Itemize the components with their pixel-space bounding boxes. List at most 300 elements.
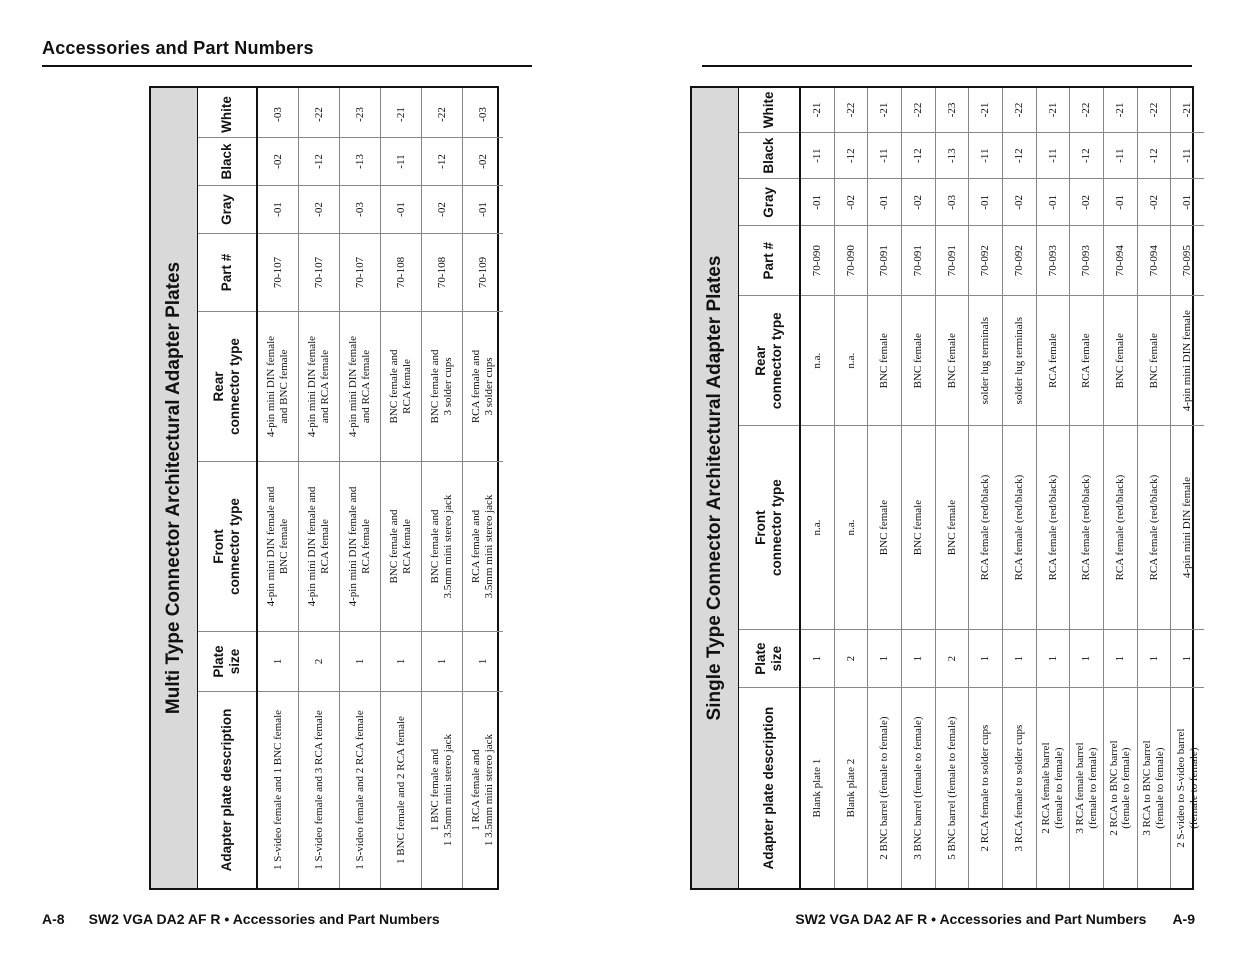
footer-right [795,911,1195,927]
cell-text: 70-108 [394,256,407,289]
column-header-front [739,426,799,630]
cell-black [258,138,298,186]
cell-front [868,426,901,630]
cell-text: 1 [394,658,407,665]
cell-part [835,226,868,296]
cell-text: 1 [1147,655,1160,662]
cell-size [969,630,1002,688]
cell-text: 4-pin mini DIN female [1181,477,1194,579]
cell-black [299,138,339,186]
cell-rear [381,312,421,462]
cell-text: 70-093 [1080,245,1093,277]
cell-front [969,426,1002,630]
cell-white [1171,88,1204,133]
cell-rear [835,296,868,426]
cell-text: RCA female (red/black) [1113,474,1126,581]
cell-part [422,234,462,312]
cell-text: -01 [1181,195,1194,210]
cell-text: 2 RCA to BNC barrel (female to female) [1107,740,1133,836]
cell-text: -01 [1113,195,1126,210]
cell-text: -12 [911,148,924,163]
cell-black [340,138,380,186]
cell-text: -02 [1147,195,1160,210]
cell-text: -03 [353,202,366,217]
cell-white [1037,88,1070,133]
cell-text: RCA female and 3 solder cups [470,349,495,424]
cell-front [1037,426,1070,630]
table-row [1138,88,1172,888]
cell-gray [1070,180,1103,227]
cell-white [969,88,1002,133]
cell-text: -11 [1181,148,1194,163]
cell-part [1171,226,1204,296]
cell-text: 70-107 [312,256,325,289]
cell-rear [463,312,503,462]
cell-text: 1 [1012,655,1025,662]
cell-white [340,92,380,138]
column-header-label: Adapter plate description [761,706,777,870]
cell-text: 1 [271,658,284,665]
cell-text: 1 S-video female and 3 RCA female [312,710,325,870]
single-type-table-content [692,88,1200,888]
cell-text: 1 BNC female and 1 3.5mm mini stereo jack [429,733,454,847]
footer-left [42,911,440,927]
cell-text: 4-pin mini DIN female and BNC female [265,335,290,438]
cell-part [258,234,298,312]
cell-text: BNC female [911,333,924,389]
cell-text: 1 [811,655,823,662]
table-row [1104,88,1138,888]
cell-black [422,138,462,186]
column-header-white [739,88,799,133]
cell-front [340,462,380,632]
footer-right-text: SW2 VGA DA2 AF R • Accessories and Part Numbers [795,911,1147,927]
cell-text: -02 [1012,195,1025,210]
cell-size [1003,630,1036,688]
cell-text: 1 [435,658,448,665]
cell-black [1003,133,1036,180]
cell-rear [1003,296,1036,426]
cell-desc [422,692,462,888]
cell-size [381,632,421,692]
column-header-part [739,226,799,296]
cell-rear [902,296,935,426]
column-header-label: Black [761,137,777,174]
cell-text: -11 [1113,148,1126,163]
cell-size [902,630,935,688]
cell-text: 1 [1181,655,1194,662]
cell-text: 3 RCA female to solder cups [1012,724,1025,852]
cell-text: -02 [476,154,489,169]
table-title: Multi Type Connector Architectural Adapter Plates [151,88,198,888]
cell-gray [1171,180,1204,227]
cell-text: BNC female and 3 solder cups [429,349,454,424]
page-title: Accessories and Part Numbers [42,38,314,58]
cell-text: n.a. [844,352,857,369]
cell-text: BNC female [945,333,958,389]
column-header-label: Plate size [211,645,242,678]
cell-rear [1037,296,1070,426]
cell-size [463,632,503,692]
cell-text: -01 [811,195,823,210]
cell-text: 1 [878,655,891,662]
cell-gray [835,180,868,227]
cell-text: -11 [1046,148,1059,163]
table-row [1070,88,1104,888]
cell-text: 1 [1046,655,1059,662]
cell-part [1138,226,1171,296]
cell-text: BNC female and 3.5mm mini stereo jack [429,494,454,599]
cell-text: 2 S-video to S-video barrel (female to female) [1174,728,1200,848]
cell-rear [1171,296,1204,426]
cell-rear [299,312,339,462]
cell-part [801,226,834,296]
cell-desc [258,692,298,888]
cell-text: -12 [844,148,857,163]
cell-part [902,226,935,296]
cell-black [969,133,1002,180]
cell-desc [1104,688,1137,888]
cell-size [1138,630,1171,688]
cell-text: -13 [945,148,958,163]
cell-front [258,462,298,632]
cell-text: 4-pin mini DIN female and RCA female [347,335,372,438]
cell-white [1104,88,1137,133]
cell-rear [1104,296,1137,426]
cell-text: 70-094 [1147,245,1160,277]
cell-part [381,234,421,312]
column-header-label: Front connector type [211,498,242,595]
cell-front [1003,426,1036,630]
cell-size [835,630,868,688]
cell-gray [868,180,901,227]
cell-part [463,234,503,312]
table-row [1003,88,1037,888]
table-header-row [198,88,258,888]
cell-black [381,138,421,186]
cell-rear [868,296,901,426]
cell-text: -01 [271,202,284,217]
cell-text: -03 [945,195,958,210]
table-row [801,88,835,888]
cell-text: 70-092 [1012,245,1025,277]
cell-desc [299,692,339,888]
cell-size [258,632,298,692]
cell-text: BNC female [878,499,891,556]
cell-text: -23 [353,107,366,122]
cell-text: -01 [476,202,489,217]
cell-text: 70-107 [353,256,366,289]
cell-text: 1 BNC female and 2 RCA female [394,716,407,864]
column-header-gray [198,186,256,234]
column-header-label: Front connector type [753,479,784,576]
column-header-white [198,92,256,138]
cell-text: RCA female (red/black) [1046,474,1059,581]
column-header-label: Plate size [753,642,784,675]
cell-text: -11 [878,148,891,163]
cell-text: BNC female [1113,333,1126,389]
cell-white [1138,88,1171,133]
footer-left-text: SW2 VGA DA2 AF R • Accessories and Part Numbers [88,911,440,927]
cell-text: -21 [878,102,891,118]
column-header-desc [739,688,799,888]
cell-front [463,462,503,632]
cell-white [835,88,868,133]
cell-text: -22 [1012,102,1025,118]
cell-desc [381,692,421,888]
cell-text: 4-pin mini DIN female and RCA female [306,335,331,438]
table-row [1037,88,1071,888]
cell-gray [1003,180,1036,227]
cell-part [1037,226,1070,296]
table-row [422,88,463,888]
cell-text: 1 S-video female and 2 RCA female [353,710,366,870]
cell-text: 1 [353,658,366,665]
cell-gray [1037,180,1070,227]
column-header-label: Adapter plate description [219,708,235,872]
cell-size [340,632,380,692]
cell-white [1070,88,1103,133]
column-header-label: Part # [219,253,235,292]
cell-size [1037,630,1070,688]
cell-rear [801,296,834,426]
cell-text: 3 BNC barrel (female to female) [911,716,924,860]
cell-white [463,92,503,138]
cell-text: -22 [911,102,924,118]
cell-text: -13 [353,154,366,169]
cell-text: 2 BNC barrel (female to female) [878,716,891,860]
cell-part [1104,226,1137,296]
column-header-rear [739,296,799,426]
cell-desc [936,688,969,888]
table-row [463,88,503,888]
cell-white [801,88,834,133]
cell-front [801,426,834,630]
cell-desc [1003,688,1036,888]
cell-desc [835,688,868,888]
multi-type-table-content [151,88,497,888]
cell-text: 5 BNC barrel (female to female) [945,716,958,860]
cell-size [801,630,834,688]
column-header-black [739,133,799,180]
cell-text: -01 [878,195,891,210]
cell-text: 70-093 [1046,245,1059,277]
cell-desc [868,688,901,888]
cell-text: -02 [911,195,924,210]
cell-part [969,226,1002,296]
cell-gray [902,180,935,227]
cell-text: -01 [394,202,407,217]
cell-black [801,133,834,180]
cell-size [868,630,901,688]
page-number-left: A-8 [42,911,65,927]
cell-white [299,92,339,138]
cell-text: BNC female [911,499,924,556]
cell-text: 70-091 [945,245,958,277]
cell-front [936,426,969,630]
cell-text: 4-pin mini DIN female [1181,310,1194,412]
cell-gray [381,186,421,234]
table-row [936,88,970,888]
cell-desc [1171,688,1204,888]
column-header-label: Rear connector type [211,338,242,435]
cell-text: -11 [979,148,992,163]
cell-text: -21 [1046,102,1059,118]
cell-text: BNC female and RCA female [388,509,413,584]
cell-text: n.a. [844,519,857,536]
cell-size [1171,630,1204,688]
cell-text: 2 RCA female to solder cups [979,724,992,852]
cell-gray [463,186,503,234]
cell-front [299,462,339,632]
cell-white [258,92,298,138]
cell-text: -21 [1113,102,1126,118]
cell-text: 1 [979,655,992,662]
cell-black [1104,133,1137,180]
cell-text: RCA female (red/black) [1012,474,1025,581]
column-header-desc [198,692,256,888]
column-header-black [198,138,256,186]
cell-front [422,462,462,632]
cell-text: -21 [811,102,823,118]
cell-desc [340,692,380,888]
cell-text: 70-107 [271,256,284,289]
cell-text: 70-091 [911,245,924,277]
cell-text: -02 [271,154,284,169]
cell-text: 1 [476,658,489,665]
cell-text: -22 [1080,102,1093,118]
column-header-label: Part # [761,241,777,280]
cell-text: -11 [811,148,823,163]
cell-gray [936,180,969,227]
cell-size [299,632,339,692]
cell-text: solder lug terminals [979,317,992,405]
column-header-part [198,234,256,312]
cell-text: 70-095 [1181,245,1194,277]
cell-text: -02 [312,202,325,217]
cell-text: -22 [312,107,325,122]
cell-desc [902,688,935,888]
cell-text: -21 [979,102,992,118]
cell-text: 1 S-video female and 1 BNC female [271,709,284,871]
cell-text: RCA female (red/black) [1147,474,1160,581]
cell-text: 2 [312,658,325,665]
cell-gray [340,186,380,234]
cell-text: -12 [1147,148,1160,163]
cell-black [1138,133,1171,180]
cell-front [1070,426,1103,630]
cell-front [1104,426,1137,630]
cell-desc [969,688,1002,888]
cell-text: 70-109 [476,256,489,289]
cell-desc [463,692,503,888]
cell-text: 2 [945,655,958,662]
cell-text: -22 [1147,102,1160,118]
cell-rear [340,312,380,462]
cell-gray [969,180,1002,227]
cell-text: 70-094 [1113,245,1126,277]
cell-text: BNC female and RCA female [388,349,413,424]
table-row [381,88,422,888]
cell-front [1138,426,1171,630]
column-header-label: White [219,96,235,133]
cell-part [1070,226,1103,296]
column-header-front [198,462,256,632]
cell-rear [1070,296,1103,426]
cell-white [381,92,421,138]
cell-text: -02 [1080,195,1093,210]
table-header-row [739,88,801,888]
table-row [835,88,869,888]
cell-size [422,632,462,692]
cell-text: 70-091 [878,245,891,277]
table-row [969,88,1003,888]
table-row [902,88,936,888]
header-rule-left [42,65,532,67]
cell-desc [801,688,834,888]
column-header-label: Gray [219,194,235,225]
cell-text: -03 [271,107,284,122]
cell-part [936,226,969,296]
cell-text: -22 [435,107,448,122]
cell-text: solder lug terminals [1012,317,1025,405]
cell-rear [258,312,298,462]
cell-black [902,133,935,180]
table-row [258,88,299,888]
column-header-size [739,630,799,688]
cell-part [868,226,901,296]
cell-text: 2 [844,655,857,662]
multi-type-table [149,86,499,890]
cell-text: RCA female (red/black) [979,474,992,581]
cell-desc [1138,688,1171,888]
cell-text: -21 [394,107,407,122]
column-header-label: White [761,91,777,129]
cell-text: 4-pin mini DIN female and RCA female [306,486,331,607]
cell-text: -03 [476,107,489,122]
cell-text: 4-pin mini DIN female and RCA female [347,486,372,607]
cell-front [381,462,421,632]
cell-white [902,88,935,133]
cell-text: 1 [911,655,924,662]
column-header-label: Rear connector type [753,312,784,410]
cell-front [1171,426,1204,630]
cell-part [340,234,380,312]
cell-text: 1 [1080,655,1093,662]
cell-text: 70-090 [811,245,823,277]
cell-text: 2 RCA female barrel (female to female) [1040,742,1065,834]
cell-rear [969,296,1002,426]
cell-front [835,426,868,630]
cell-text: -01 [1046,195,1059,210]
cell-text: -12 [312,154,325,169]
cell-black [868,133,901,180]
table-title: Single Type Connector Architectural Adapter Plates [692,88,739,888]
cell-gray [801,180,834,227]
cell-part [1003,226,1036,296]
cell-text: -12 [1080,148,1093,163]
cell-part [299,234,339,312]
cell-text: RCA female (red/black) [1080,474,1093,581]
cell-white [936,88,969,133]
table-row [340,88,381,888]
cell-black [1171,133,1204,180]
cell-text: 3 RCA female barrel (female to female) [1073,742,1099,834]
cell-size [1070,630,1103,688]
cell-gray [258,186,298,234]
cell-text: -21 [1181,102,1194,118]
cell-desc [1037,688,1070,888]
